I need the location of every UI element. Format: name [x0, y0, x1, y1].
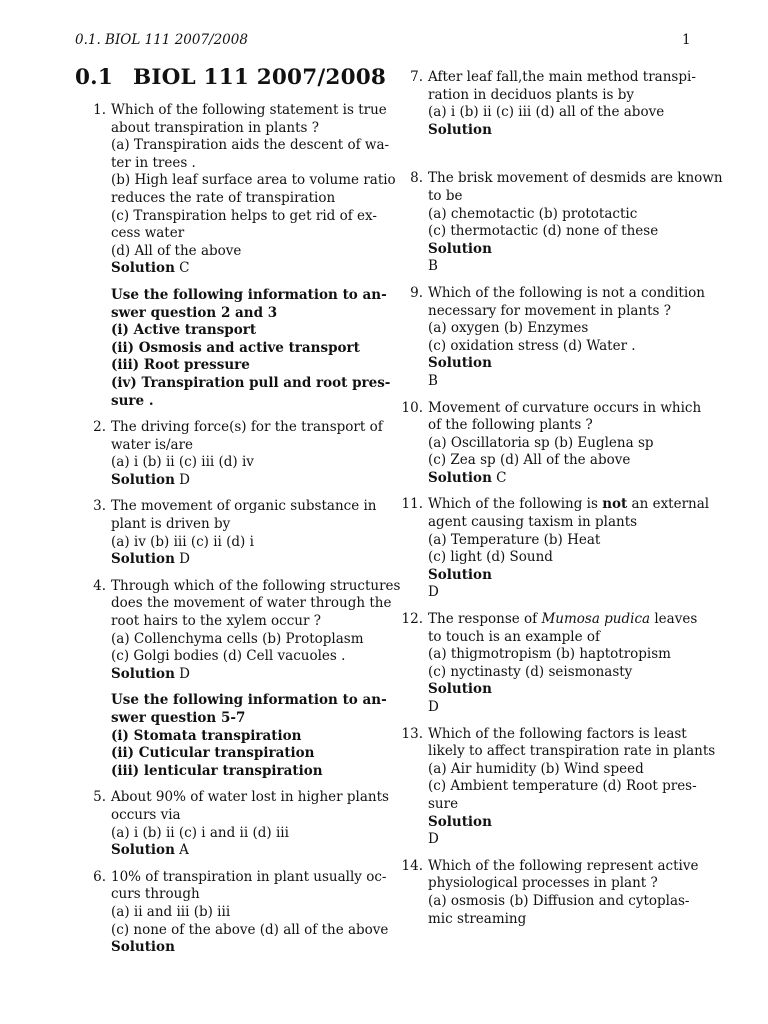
- solution: [428, 470, 703, 488]
- question-text: to be: [428, 187, 463, 204]
- option-text: (a) chemotactic (b) prototactic: [428, 205, 638, 222]
- info-item: (iv) Transpiration pull and root pres-: [111, 374, 391, 391]
- question-text: of the following plants ?: [428, 417, 593, 434]
- question-1: [93, 102, 396, 278]
- option-text: cess water: [111, 225, 185, 242]
- solution-label: Solution: [428, 240, 492, 257]
- question-number: 11.: [401, 496, 423, 513]
- info-text: swer question 5-7: [111, 710, 246, 726]
- question-text: curs through: [111, 886, 200, 903]
- solution-label: Solution: [111, 939, 175, 956]
- question-6: [93, 868, 389, 957]
- option-text: (c) Transpiration helps to get rid of ex-: [111, 207, 377, 224]
- solution-label: Solution: [428, 355, 492, 372]
- option-text: (a) Transpiration aids the descent of wa-: [111, 137, 390, 154]
- info-item: (iii) lenticular transpiration: [111, 762, 323, 779]
- solution: [111, 842, 383, 860]
- option-text: (a) Air humidity (b) Wind speed: [428, 760, 644, 777]
- question-text: agent causing taxism in plants: [428, 514, 638, 531]
- question-text: The driving force(s) for the transport of: [111, 419, 383, 436]
- solution-label: Solution: [111, 665, 175, 682]
- option-text: (a) thigmotropism (b) haptotropism: [428, 646, 671, 663]
- question-number: 6.: [93, 868, 106, 885]
- emphasis-not: not: [602, 496, 628, 513]
- question-14: [401, 857, 703, 928]
- info-text: Use the following information to an-: [111, 692, 387, 709]
- section-title: [75, 65, 386, 90]
- question-12: [401, 611, 703, 717]
- question-number: 7.: [410, 69, 423, 85]
- question-text: likely to affect transpiration rate in plants: [428, 743, 716, 760]
- species-name: Mumosa pudica: [541, 611, 651, 628]
- solution: [111, 551, 383, 569]
- question-number: 5.: [93, 789, 106, 806]
- question-text-part: Which of the following is: [428, 496, 603, 513]
- section-title-text: BIOL 111 2007/2008: [133, 65, 387, 90]
- solution-answer: C: [174, 260, 190, 277]
- question-text: Which of the following is not a condition: [428, 284, 705, 301]
- solution: [111, 260, 383, 278]
- option-text: (c) thermotactic (d) none of these: [428, 223, 659, 240]
- question-text: occurs via: [111, 806, 181, 823]
- option-text: (b) High leaf surface area to volume ratio: [111, 172, 396, 189]
- section-number: 0.1: [75, 65, 114, 90]
- running-head: 0.1. BIOL 111 2007/2008: [75, 32, 248, 48]
- question-number: 4.: [93, 577, 106, 594]
- question-text: Which of the following statement is true: [111, 102, 387, 118]
- page-number: 1: [682, 32, 691, 48]
- option-text: (a) Collenchyma cells (b) Protoplasm: [111, 630, 364, 647]
- option-text: (a) i (b) ii (c) i and ii (d) iii: [111, 824, 289, 841]
- option-text: (a) i (b) ii (c) iii (d) iv: [111, 454, 254, 471]
- info-item: (ii) Osmosis and active transport: [111, 339, 360, 356]
- question-text: The movement of organic substance in: [111, 498, 377, 515]
- solution-answer: D: [428, 831, 439, 848]
- question-number: 3.: [93, 498, 106, 515]
- solution: [111, 472, 383, 490]
- question-text: Which of the following represent active: [428, 857, 699, 874]
- question-text: After leaf fall,the main method transpi-: [428, 69, 696, 85]
- question-text: [428, 496, 710, 514]
- question-text: 10% of transpiration in plant usually oc-: [111, 868, 387, 885]
- question-text: physiological processes in plant ?: [428, 875, 658, 892]
- question-text-part: an external: [627, 496, 710, 513]
- solution-label: Solution: [428, 121, 492, 138]
- info-text: Use the following information to an-: [111, 286, 387, 303]
- solution-label: Solution: [428, 813, 492, 830]
- option-text: (c) none of the above (d) all of the above: [111, 921, 389, 938]
- solution-answer: D: [174, 551, 191, 568]
- question-text: about transpiration in plants ?: [111, 119, 319, 136]
- question-text: The brisk movement of desmids are known: [428, 170, 723, 187]
- question-text: Through which of the following structures: [111, 577, 401, 594]
- option-text: (a) Temperature (b) Heat: [428, 531, 601, 548]
- question-number: 10.: [401, 399, 423, 416]
- question-8: [410, 170, 723, 276]
- question-text-part: The response of: [428, 611, 542, 628]
- question-number: 1.: [93, 102, 106, 118]
- option-text: (c) Golgi bodies (d) Cell vacuoles .: [111, 648, 346, 665]
- info-item: (i) Stomata transpiration: [111, 727, 302, 744]
- option-text: (a) i (b) ii (c) iii (d) all of the above: [428, 104, 665, 121]
- question-number: 14.: [401, 857, 423, 874]
- info-block-2-3: [111, 286, 391, 410]
- solution: [111, 666, 383, 684]
- solution-label: Solution: [111, 551, 175, 568]
- option-text: (d) All of the above: [111, 242, 242, 259]
- info-item: (i) Active transport: [111, 322, 257, 339]
- question-9: [410, 284, 705, 391]
- info-item: (iii) Root pressure: [111, 357, 250, 374]
- question-text: necessary for movement in plants ?: [428, 302, 672, 319]
- solution-answer: C: [491, 469, 507, 486]
- info-item: sure .: [111, 392, 154, 409]
- question-text: root hairs to the xylem occur ?: [111, 613, 321, 630]
- question-2: [93, 419, 383, 489]
- option-text: (a) osmosis (b) Diffusion and cytoplas-: [428, 892, 690, 909]
- solution-label: Solution: [111, 842, 175, 859]
- question-text: Movement of curvature occurs in which: [428, 399, 702, 416]
- info-text: swer question 2 and 3: [111, 304, 278, 321]
- option-text: sure: [428, 795, 459, 812]
- question-number: 9.: [410, 284, 423, 301]
- question-text: plant is driven by: [111, 516, 231, 533]
- solution-label: Solution: [111, 260, 175, 277]
- solution-answer: D: [428, 699, 439, 715]
- question-text: About 90% of water lost in higher plants: [111, 789, 389, 806]
- solution-label: Solution: [428, 469, 492, 486]
- option-text: (c) nyctinasty (d) seismonasty: [428, 663, 633, 680]
- solution-answer: D: [428, 584, 439, 601]
- solution-answer: B: [428, 258, 438, 275]
- question-5: [93, 789, 389, 859]
- question-text: does the movement of water through the: [111, 595, 392, 612]
- solution-label: Solution: [111, 471, 175, 488]
- question-text: ration in deciduos plants is by: [428, 86, 635, 103]
- solution-answer: D: [174, 665, 191, 682]
- option-text: (a) oxygen (b) Enzymes: [428, 320, 589, 337]
- option-text: ter in trees .: [111, 154, 196, 171]
- question-number: 2.: [93, 419, 106, 436]
- question-text: [428, 611, 703, 629]
- question-number: 13.: [401, 725, 423, 742]
- question-7: [410, 69, 703, 139]
- question-11: [401, 496, 710, 602]
- option-text: (a) Oscillatoria sp (b) Euglena sp: [428, 434, 654, 451]
- question-number: 8.: [410, 170, 423, 187]
- solution-answer: B: [428, 372, 438, 389]
- option-text: mic streaming: [428, 910, 527, 927]
- solution-answer: D: [174, 471, 191, 488]
- question-text-part: leaves: [650, 611, 698, 628]
- solution-label: Solution: [428, 566, 492, 583]
- right-column: [401, 69, 723, 937]
- question-4: [93, 577, 401, 684]
- option-text: (c) Ambient temperature (d) Root pres-: [428, 778, 697, 795]
- question-10: [401, 399, 703, 488]
- option-text: (c) light (d) Sound: [428, 549, 553, 566]
- question-13: [401, 725, 716, 849]
- option-text: reduces the rate of transpiration: [111, 189, 336, 206]
- solution-answer: A: [174, 842, 189, 859]
- question-text: Which of the following factors is least: [428, 725, 687, 742]
- option-text: (c) Zea sp (d) All of the above: [428, 452, 631, 469]
- option-text: (c) oxidation stress (d) Water .: [428, 337, 636, 354]
- option-text: (a) ii and iii (b) iii: [111, 903, 231, 920]
- question-number: 12.: [401, 611, 423, 628]
- option-text: (a) iv (b) iii (c) ii (d) i: [111, 533, 254, 550]
- question-text: to touch is an example of: [428, 628, 601, 645]
- info-block-5-7: [111, 692, 387, 780]
- info-item: (ii) Cuticular transpiration: [111, 745, 315, 762]
- left-column: [93, 102, 401, 966]
- question-3: [93, 498, 383, 568]
- solution-label: Solution: [428, 681, 492, 698]
- question-text: water is/are: [111, 436, 194, 453]
